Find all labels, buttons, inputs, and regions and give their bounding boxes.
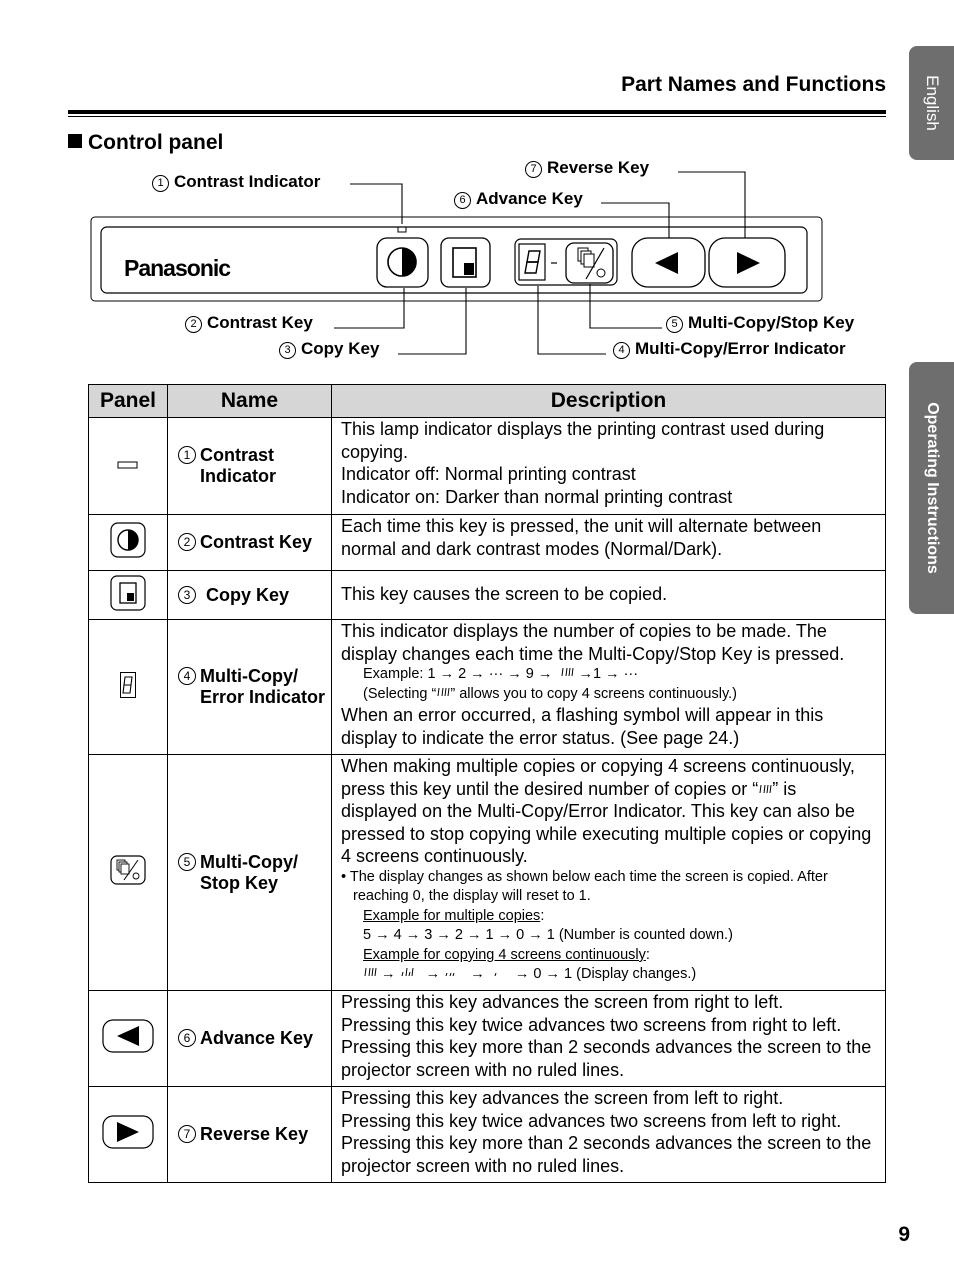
- row-name: Multi-Copy/ Stop Key: [200, 851, 298, 893]
- header-rule-thin: [68, 116, 886, 117]
- multi-copy-stop-key-icon: [110, 855, 146, 885]
- description-line: Pressing this key more than 2 seconds advances the screen to the projector screen with no ruled lines.: [341, 1133, 872, 1176]
- row-name: Contrast Indicator: [200, 445, 277, 486]
- colon: :: [645, 946, 650, 963]
- description-cell: [332, 515, 886, 571]
- table-header-row: [89, 385, 886, 418]
- three-screen-symbol-icon: [400, 966, 414, 978]
- description-line: Pressing this key advances the screen from right to left.: [341, 992, 784, 1012]
- description-line: Indicator off: Normal printing contrast: [341, 464, 636, 485]
- callout-copy-key: [279, 339, 379, 359]
- callout-contrast-key: [185, 313, 313, 333]
- arrow: →: [470, 966, 485, 983]
- example-sequence: 5 → 4 → 3 → 2 → 1 → 0 → 1 (Number is counted down.): [363, 927, 733, 944]
- row-name: Copy Key: [206, 584, 290, 605]
- advance-key-icon: [102, 1019, 154, 1053]
- table-row: [89, 620, 886, 755]
- table-row: [89, 991, 886, 1087]
- colon: :: [540, 907, 545, 924]
- panel-cell: [89, 571, 168, 620]
- four-screen-symbol-icon: [758, 783, 772, 795]
- panel-cell: [89, 515, 168, 571]
- description-line: Pressing this key twice advances two screens from left to right.: [341, 1110, 842, 1131]
- number-circle-icon: 1: [152, 175, 169, 192]
- one-screen-symbol-icon: [489, 966, 503, 978]
- callout-multi-copy-stop-key: [666, 313, 854, 333]
- number-circle-icon: 3: [279, 342, 296, 359]
- name-cell: [168, 418, 332, 515]
- number-circle-icon: 4: [613, 342, 630, 359]
- paragraph-text: ” is displayed on the Multi-Copy/Error Indicator. This key can also be pressed to stop copying while executing multiple copies or copying 4 screens continuously.: [341, 778, 872, 867]
- name-cell: [168, 1087, 332, 1183]
- section-title: Control panel: [88, 131, 224, 154]
- table-row: [89, 755, 886, 991]
- row-name: Advance Key: [200, 1028, 314, 1048]
- table-row: [89, 571, 886, 620]
- example-text: Example: 1 → 2 → ··· → 9 →: [363, 666, 553, 683]
- selecting-line: [341, 685, 877, 705]
- header-description: Description: [332, 385, 886, 418]
- number-circle-icon: 5: [178, 853, 196, 871]
- description-line: When an error occurred, a flashing symbol will appear in this display to indicate the error status. (See page 24.): [341, 705, 824, 748]
- description-line: This indicator displays the number of copies to be made. The display changes each time the Multi-Copy/Stop Key is pressed.: [341, 621, 845, 664]
- panasonic-logo: Panasonic: [124, 255, 231, 281]
- copy-key-graphic: [441, 238, 490, 287]
- description-paragraph: [341, 755, 877, 868]
- page-header-title: Part Names and Functions: [621, 73, 886, 96]
- callout-label: Contrast Indicator: [174, 172, 321, 191]
- callout-label: Advance Key: [476, 189, 583, 208]
- description-cell: [332, 620, 886, 755]
- description-cell: [332, 1087, 886, 1183]
- description-line: Pressing this key more than 2 seconds advances the screen to the projector screen with no ruled lines.: [341, 1037, 872, 1080]
- callout-label: Multi-Copy/Stop Key: [688, 313, 855, 332]
- row-name: Contrast Key: [200, 532, 313, 552]
- name-cell: [168, 991, 332, 1087]
- four-screen-symbol-icon: [436, 686, 450, 698]
- example-heading: [341, 907, 877, 927]
- header-panel: Panel: [89, 385, 168, 418]
- callout-label: Copy Key: [301, 339, 380, 358]
- english-tab: [909, 46, 954, 160]
- number-circle-icon: 2: [178, 533, 196, 551]
- panel-cell: [89, 991, 168, 1087]
- lamp-indicator-icon: [117, 460, 139, 470]
- four-screen-symbol-icon: [363, 966, 377, 978]
- row-name: Reverse Key: [200, 1124, 309, 1144]
- page-number: 9: [898, 1223, 910, 1246]
- callout-label: Multi-Copy/Error Indicator: [635, 339, 846, 358]
- example-sequence: [341, 965, 877, 985]
- selecting-text: ” allows you to copy 4 screens continuously.): [450, 685, 737, 702]
- description-cell: [332, 991, 886, 1087]
- arrow: →: [381, 966, 396, 983]
- number-circle-icon: 6: [178, 1029, 196, 1047]
- panel-cell: [89, 755, 168, 991]
- name-cell: [168, 571, 332, 620]
- callout-label: Reverse Key: [547, 158, 650, 177]
- four-screen-symbol-icon: [560, 666, 574, 678]
- name-cell: [168, 515, 332, 571]
- header-rule-thick: [68, 110, 886, 114]
- number-circle-icon: 6: [454, 192, 471, 209]
- two-screen-symbol-icon: [444, 966, 458, 978]
- arrow: →: [425, 966, 441, 983]
- reverse-key-icon: [102, 1115, 154, 1149]
- reverse-key-graphic: [709, 238, 785, 287]
- example-title: Example for copying 4 screens continuously: [363, 946, 646, 963]
- selecting-text: (Selecting “: [363, 685, 437, 702]
- copy-key-icon: [110, 575, 146, 611]
- contrast-key-icon: [110, 522, 146, 558]
- description-line: Pressing this key twice advances two screens from right to left.: [341, 1014, 842, 1035]
- panel-cell: [89, 620, 168, 755]
- operating-instructions-tab-label: Operating Instructions: [923, 402, 941, 574]
- table-row: [89, 418, 886, 515]
- panel-cell: [89, 418, 168, 515]
- callout-reverse-key: [525, 158, 649, 178]
- description-line: This lamp indicator displays the printing contrast used during copying.: [341, 419, 825, 462]
- operating-instructions-tab: [909, 362, 954, 614]
- description-cell: [332, 755, 886, 991]
- number-circle-icon: 7: [178, 1125, 196, 1143]
- example-tail: → 0 → 1 (Display changes.): [514, 966, 697, 983]
- seven-segment-icon: [120, 672, 136, 698]
- square-bullet-icon: [68, 134, 82, 148]
- callout-label: Contrast Key: [207, 313, 313, 332]
- example-heading: [341, 946, 877, 966]
- description-line: This key causes the screen to be copied.: [341, 583, 668, 604]
- functions-table: [88, 384, 886, 1183]
- example-text: →1 → ···: [578, 666, 639, 683]
- number-circle-icon: 2: [185, 316, 202, 333]
- number-circle-icon: 5: [666, 316, 683, 333]
- paragraph-text: When making multiple copies or copying 4 screens continuously, press this key until the desired number of copies or “: [341, 756, 855, 799]
- row-name: Multi-Copy/ Error Indicator: [200, 666, 326, 707]
- contrast-indicator-lamp: [398, 227, 406, 232]
- multi-copy-stop-key-graphic: [566, 243, 613, 283]
- callout-multi-copy-error-indicator: [613, 339, 846, 359]
- panel-cell: [89, 1087, 168, 1183]
- description-line: Indicator on: Darker than normal printing contrast: [341, 486, 733, 507]
- description-cell: [332, 571, 886, 620]
- example-line: [341, 665, 877, 685]
- callout-contrast-indicator: [152, 172, 320, 192]
- table-row: [89, 1087, 886, 1183]
- description-line: Each time this key is pressed, the unit will alternate between normal and dark contrast modes (Normal/Dark).: [341, 516, 822, 559]
- example-title: Example for multiple copies: [363, 907, 541, 924]
- name-cell: [168, 755, 332, 991]
- number-circle-icon: 3: [178, 586, 196, 604]
- number-circle-icon: 1: [178, 446, 196, 464]
- bullet-note: • The display changes as shown below each time the screen is copied. After reaching 0, the display will reset to 1.: [341, 868, 828, 905]
- name-cell: [168, 620, 332, 755]
- description-line: Pressing this key advances the screen from left to right.: [341, 1088, 784, 1108]
- english-tab-label: English: [922, 75, 942, 131]
- description-cell: [332, 418, 886, 515]
- number-circle-icon: 7: [525, 161, 542, 178]
- contrast-key-graphic: [377, 238, 428, 287]
- number-circle-icon: 4: [178, 667, 196, 685]
- header-name: Name: [168, 385, 332, 418]
- callout-advance-key: [454, 189, 583, 209]
- advance-key-graphic: [632, 238, 705, 287]
- table-row: [89, 515, 886, 571]
